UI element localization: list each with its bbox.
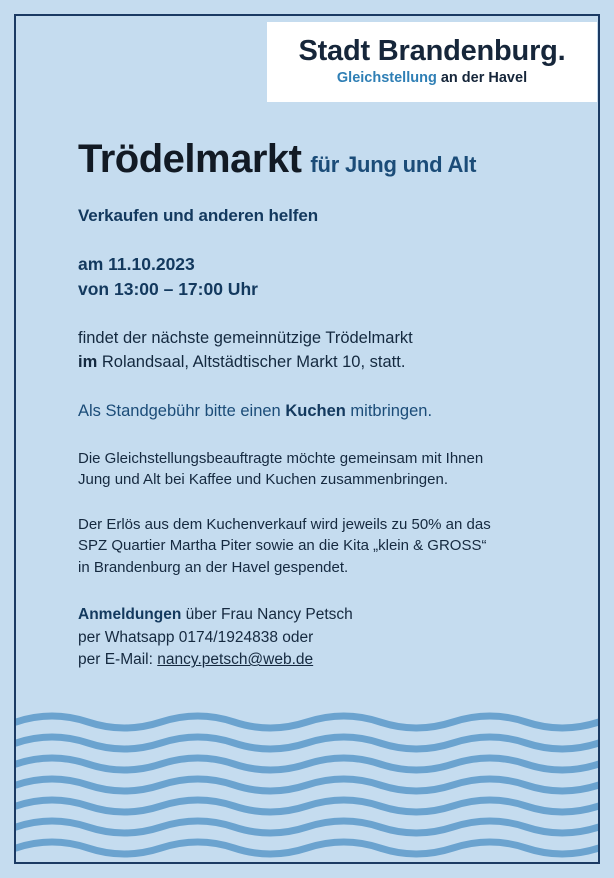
wave-decoration: [16, 710, 598, 862]
info-line-1: Die Gleichstellungsbeauftragte möchte gemeinsam mit Ihnen: [78, 449, 484, 467]
logo-subtitle-highlight: Gleichstellung: [336, 70, 437, 87]
logo-subtitle: [337, 71, 527, 86]
info-text: [78, 448, 548, 491]
fee-prefix: Als Standgebühr bitte einen: [78, 401, 286, 420]
donation-text: [78, 514, 548, 578]
contact-label: Anmeldungen: [78, 606, 182, 623]
page-title: [78, 138, 548, 180]
donation-line-1: Der Erlös aus dem Kuchenverkauf wird jeweils zu 50% an das: [78, 516, 491, 534]
contact-email-link[interactable]: nancy.petsch@web.de: [157, 651, 314, 669]
location-line-2-rest: Rolandsaal, Altstädtischer Markt 10, statt.: [97, 352, 406, 371]
event-location: [78, 327, 548, 375]
donation-line-3: in Brandenburg an der Havel gespendet.: [78, 558, 349, 576]
headline-sub: für Jung und Alt: [310, 152, 477, 177]
logo-subtitle-rest: an der Havel: [436, 70, 528, 87]
logo-title: Stadt Brandenburg.: [298, 35, 566, 68]
donation-line-2: SPZ Quartier Martha Piter sowie an die Kita „klein & GROSS“: [78, 537, 487, 555]
contact-block: [78, 604, 548, 672]
event-datetime: [78, 252, 548, 303]
contact-person: über Frau Nancy Petsch: [181, 606, 353, 623]
contact-whatsapp: per Whatsapp 0174/1924838 oder: [78, 628, 314, 646]
info-line-2: Jung und Alt bei Kaffee und Kuchen zusammenbringen.: [78, 470, 448, 488]
fee-suffix: mitbringen.: [345, 401, 433, 420]
subheadline: Verkaufen und anderen helfen: [78, 206, 318, 225]
location-line-1: findet der nächste gemeinnützige Trödelmarkt: [78, 328, 413, 347]
location-line-2-bold: im: [78, 352, 98, 371]
fee-bold: Kuchen: [285, 401, 346, 420]
contact-email-prefix: per E-Mail:: [78, 651, 158, 669]
stand-fee-note: [78, 400, 548, 424]
event-time: von 13:00 – 17:00 Uhr: [78, 279, 258, 300]
poster-content: [78, 138, 548, 672]
event-date: am 11.10.2023: [78, 254, 195, 274]
headline-main: Trödelmarkt: [78, 137, 302, 181]
city-logo: [267, 22, 597, 102]
